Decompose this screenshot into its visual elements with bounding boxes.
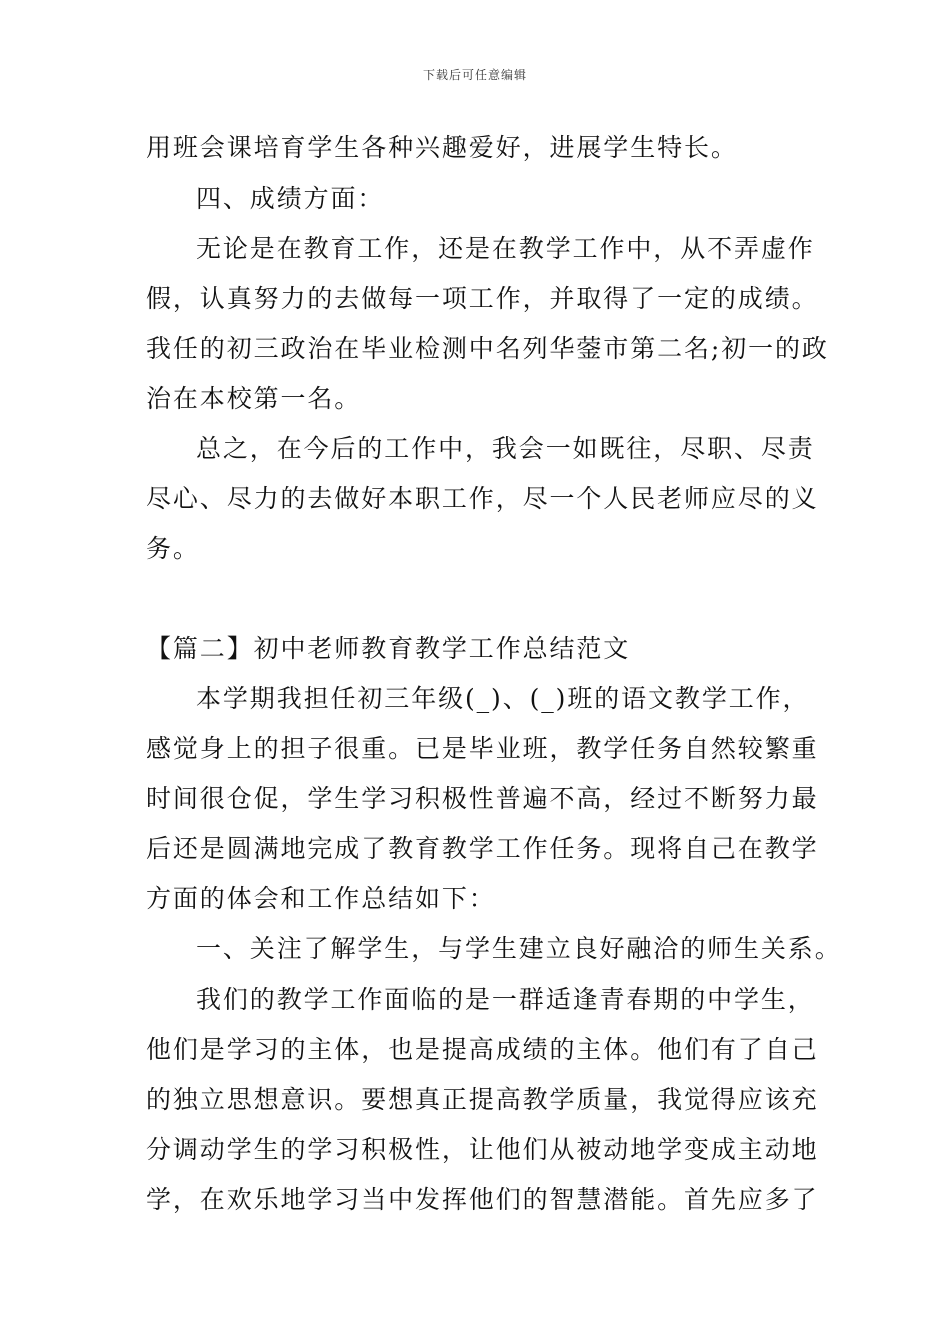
text-line: 时间很仓促，学生学习积极性普遍不高，经过不断努力最 xyxy=(146,784,819,813)
text-line: 假，认真努力的去做每一项工作，并取得了一定的成绩。 xyxy=(146,284,819,313)
text-line: 后还是圆满地完成了教育教学工作任务。现将自己在教学 xyxy=(146,834,819,863)
text-line: 本学期我担任初三年级(_)、(_)班的语文教学工作， xyxy=(196,684,810,713)
section-heading: 四、成绩方面： xyxy=(196,184,385,213)
text-line: 用班会课培育学生各种兴趣爱好，进展学生特长。 xyxy=(146,133,738,162)
article-title: 【篇二】初中老师教育教学工作总结范文 xyxy=(146,634,631,663)
text-line: 的独立思想意识。要想真正提高教学质量，我觉得应该充 xyxy=(146,1085,819,1114)
text-line: 方面的体会和工作总结如下： xyxy=(146,884,496,913)
section-heading: 一、关注了解学生，与学生建立良好融洽的师生关系。 xyxy=(196,934,842,963)
text-line: 总之，在今后的工作中，我会一如既往，尽职、尽责 xyxy=(196,434,815,463)
text-line: 我任的初三政治在毕业检测中名列华蓥市第二名;初一的政 xyxy=(146,334,829,363)
text-line: 务。 xyxy=(146,534,200,563)
text-line: 分调动学生的学习积极性，让他们从被动地学变成主动地 xyxy=(146,1135,819,1164)
text-line: 治在本校第一名。 xyxy=(146,384,362,413)
text-line: 感觉身上的担子很重。已是毕业班，教学任务自然较繁重 xyxy=(146,734,819,763)
text-line: 我们的教学工作面临的是一群适逢青春期的中学生， xyxy=(196,985,815,1014)
text-line: 他们是学习的主体，也是提高成绩的主体。他们有了自己 xyxy=(146,1035,819,1064)
header-note: 下载后可任意编辑 xyxy=(422,68,527,82)
text-line: 无论是在教育工作，还是在教学工作中，从不弄虚作 xyxy=(196,234,815,263)
text-line: 学，在欢乐地学习当中发挥他们的智慧潜能。首先应多了 xyxy=(146,1185,819,1214)
text-line: 尽心、尽力的去做好本职工作，尽一个人民老师应尽的义 xyxy=(146,484,819,513)
